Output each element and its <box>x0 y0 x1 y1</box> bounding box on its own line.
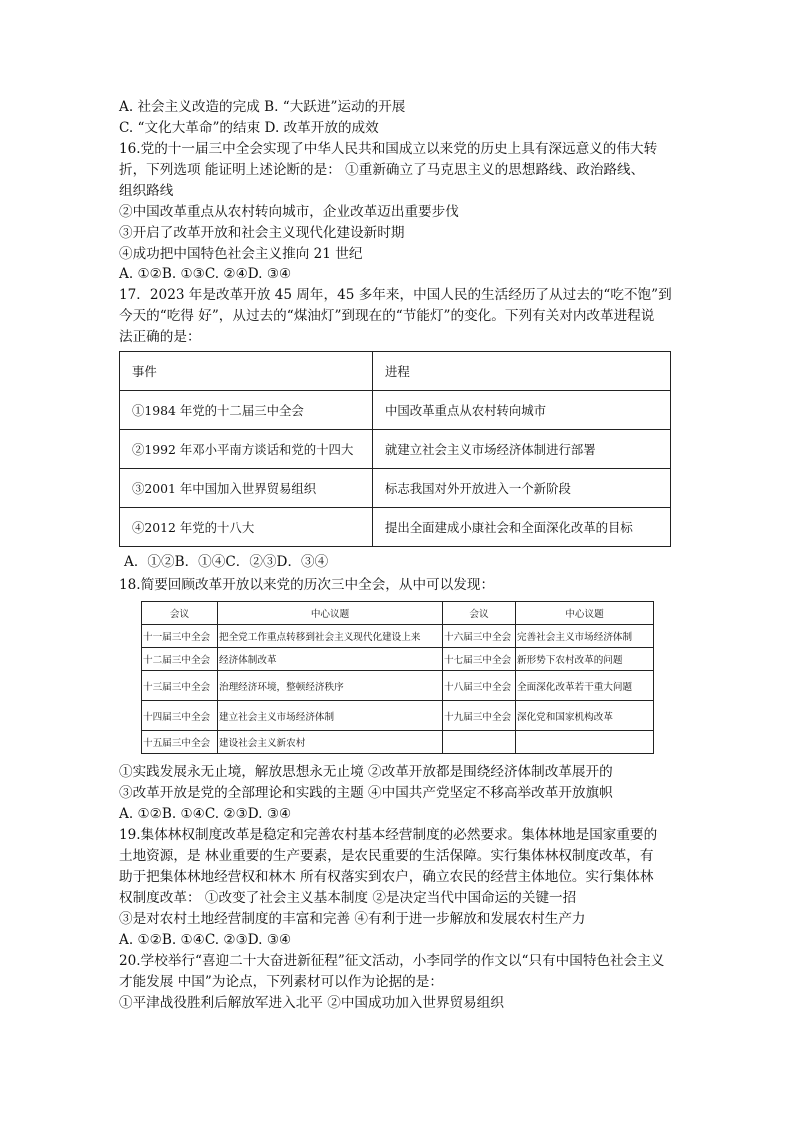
table-cell <box>443 731 516 754</box>
q18-options: A. ①②B. ①④C. ②③D. ③④ <box>119 806 292 822</box>
table-header-cell: 会议 <box>142 602 218 625</box>
table-row <box>142 602 654 625</box>
table-cell: 十一届三中全会 <box>142 625 218 648</box>
table-row <box>142 625 654 648</box>
table-cell: 中国改革重点从农村转向城市 <box>373 391 671 430</box>
q19-stem-line1: 19.集体林权制度改革是稳定和完善农村基本经营制度的必然要求。集体林地是国家重要的 <box>119 827 658 843</box>
q19-stem-line4: 权制度改革： ①改变了社会主义基本制度 ②是决定当代中国命运的关键一招 <box>119 890 577 906</box>
table-header-cell: 会议 <box>443 602 516 625</box>
table-cell: 十四届三中全会 <box>142 701 218 731</box>
table-cell: ②1992 年邓小平南方谈话和党的十四大 <box>120 430 373 469</box>
q18-statements-line1: ①实践发展永无止境，解放思想永无止境 ②改革开放都是围绕经济体制改革展开的 <box>119 764 613 780</box>
table-row <box>142 731 654 754</box>
table-row <box>120 469 671 508</box>
line-q15-options-cd: C. “文化大革命”的结束 D. 改革开放的成效 <box>119 120 379 136</box>
q19-statements: ③是对农村土地经营制度的丰富和完善 ④有利于进一步解放和发展农村生产力 <box>119 911 586 927</box>
q18-table <box>141 601 654 754</box>
table-cell: ③2001 年中国加入世界贸易组织 <box>120 469 373 508</box>
q16-statement-2: ②中国改革重点从农村转向城市，企业改革迈出重要步伐 <box>119 204 459 220</box>
q17-stem-line1: 17．2023 年是改革开放 45 周年，45 多年来，中国人民的生活经历了从过去的“吃不饱”到 <box>119 287 672 303</box>
q20-stem-line2: 才能发展 中国”为论点，下列素材可以作为论据的是： <box>119 974 443 990</box>
table-cell: 经济体制改革 <box>218 648 443 671</box>
q18-stem: 18.简要回顾改革开放以来党的历次三中全会，从中可以发现： <box>119 577 495 593</box>
q19-stem-line3: 助于把集体林地经营权和林木 所有权落实到农户，确立农民的经营主体地位。实行集体林 <box>119 869 654 885</box>
table-row <box>120 508 671 547</box>
table-row <box>142 671 654 701</box>
table-header-cell: 中心议题 <box>218 602 443 625</box>
table-cell: 十六届三中全会 <box>443 625 516 648</box>
q20-stem-line1: 20.学校举行“喜迎二十大奋进新征程”征文活动，小李同学的作文以“只有中国特色社会主义 <box>119 953 665 969</box>
table-cell: 标志我国对外开放进入一个新阶段 <box>373 469 671 508</box>
table-cell: 十九届三中全会 <box>443 701 516 731</box>
table-row <box>120 391 671 430</box>
q17-stem-line2: 今天的“吃得 好”，从过去的“煤油灯”到现在的“节能灯”的变化。下列有关对内改革进程说 <box>119 308 655 324</box>
table-cell: 建设社会主义新农村 <box>218 731 443 754</box>
table-row <box>120 352 671 391</box>
table-cell: 全面深化改革若干重大问题 <box>516 671 654 701</box>
q19-stem-line2: 土地资源，是 林业重要的生产要素，是农民重要的生活保障。实行集体林权制度改革，有 <box>119 848 654 864</box>
table-header-cell: 进程 <box>373 352 671 391</box>
q20-statements: ①平津战役胜利后解放军进入北平 ②中国成功加入世界贸易组织 <box>119 995 504 1011</box>
q18-statements-line2: ③改革开放是党的全部理论和实践的主题 ④中国共产党坚定不移高举改革开放旗帜 <box>119 785 613 801</box>
table-cell: 十八届三中全会 <box>443 671 516 701</box>
table-header-cell: 事件 <box>120 352 373 391</box>
table-cell: 治理经济环境，整顿经济秩序 <box>218 671 443 701</box>
table-cell: 深化党和国家机构改革 <box>516 701 654 731</box>
table-row <box>142 701 654 731</box>
q17-options: A．①②B．①④C．②③D．③④ <box>124 554 329 570</box>
table-header-cell: 中心议题 <box>516 602 654 625</box>
q17-table <box>119 351 671 547</box>
line-q15-options-ab: A. 社会主义改造的完成 B. “大跃进”运动的开展 <box>119 99 406 115</box>
q16-stem-line2: 折，下列选项 能证明上述论断的是： ①重新确立了马克思主义的思想路线、政治路线、 <box>119 162 645 178</box>
table-cell: 十二届三中全会 <box>142 648 218 671</box>
q19-options: A. ①②B. ①④C. ②③D. ③④ <box>119 932 292 948</box>
table-cell <box>516 731 654 754</box>
q17-stem-line3: 法正确的是： <box>119 329 201 345</box>
table-cell: 提出全面建成小康社会和全面深化改革的目标 <box>373 508 671 547</box>
table-row <box>142 648 654 671</box>
table-row <box>120 430 671 469</box>
q16-stem-line3: 组织路线 <box>119 183 174 199</box>
q16-options: A. ①②B. ①③C. ②④D. ③④ <box>119 266 292 282</box>
table-cell: 十三届三中全会 <box>142 671 218 701</box>
table-cell: 十五届三中全会 <box>142 731 218 754</box>
table-cell: 新形势下农村改革的问题 <box>516 648 654 671</box>
q16-statement-4: ④成功把中国特色社会主义推向 21 世纪 <box>119 246 363 262</box>
table-cell: 十七届三中全会 <box>443 648 516 671</box>
table-cell: 完善社会主义市场经济体制 <box>516 625 654 648</box>
table-cell: ①1984 年党的十二届三中全会 <box>120 391 373 430</box>
table-cell: 建立社会主义市场经济体制 <box>218 701 443 731</box>
table-cell: 把全党工作重点转移到社会主义现代化建设上来 <box>218 625 443 648</box>
table-cell: ④2012 年党的十八大 <box>120 508 373 547</box>
q16-stem-line1: 16.党的十一届三中全会实现了中华人民共和国成立以来党的历史上具有深远意义的伟大转 <box>119 141 658 157</box>
table-cell: 就建立社会主义市场经济体制进行部署 <box>373 430 671 469</box>
q16-statement-3: ③开启了改革开放和社会主义现代化建设新时期 <box>119 225 405 241</box>
